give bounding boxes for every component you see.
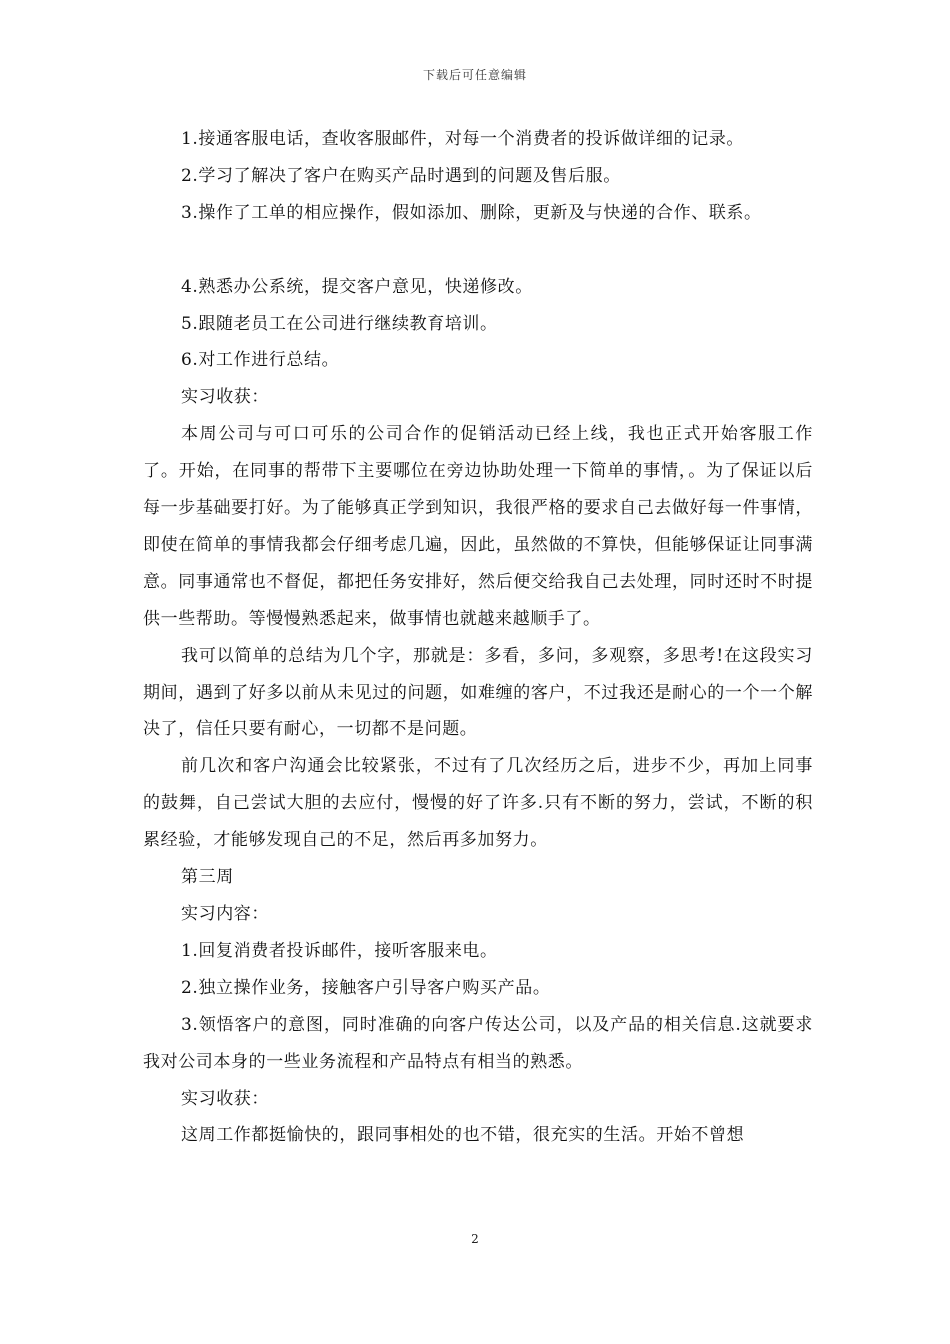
week3-item-1: 1.回复消费者投诉邮件，接听客服来电。 bbox=[181, 940, 498, 961]
list-item-5: 5.跟随老员工在公司进行继续教育培训。 bbox=[181, 313, 498, 334]
document-body bbox=[143, 121, 813, 1154]
week-heading: 第三周 bbox=[181, 867, 234, 888]
section-heading-gains: 实习收获： bbox=[181, 387, 269, 408]
page-number: 2 bbox=[471, 1232, 479, 1246]
list-item-2: 2.学习了解决了客户在购买产品时遇到的问题及售后服。 bbox=[181, 165, 621, 186]
paragraph-gains-1: 本周公司与可口可乐的公司合作的促销活动已经上线，我也正式开始客服工作了。开始，在同事的帮带下主要哪位在旁边协助处理一下简单的事情，。为了保证以后每一步基础要打好。为了能够真正学到知识，我很严格的要求自己去做好每一件事情，即使在简单的事情我都会仔细考虑几遍，因此，虽然做的不算快，但能够保证让同事满意。同事通常也不督促，都把任务安排好，然后便交给我自己去处理，同时还时不时提供一些帮助。等慢慢熟悉起来，做事情也就越来越顺手了。 bbox=[143, 424, 813, 629]
list-item-4: 4.熟悉办公系统，提交客户意见，快递修改。 bbox=[181, 276, 533, 297]
section-heading-gains-2: 实习收获： bbox=[181, 1088, 269, 1109]
week3-item-2: 2.独立操作业务，接触客户引导客户购买产品。 bbox=[181, 977, 551, 998]
section-heading-content: 实习内容： bbox=[181, 904, 269, 925]
paragraph-gains-3: 前几次和客户沟通会比较紧张，不过有了几次经历之后，进步不少，再加上同事的鼓舞，自己尝试大胆的去应付，慢慢的好了许多.只有不断的努力，尝试，不断的积累经验，才能够发现自己的不足，然后再多加努力。 bbox=[143, 756, 813, 851]
list-item-6: 6.对工作进行总结。 bbox=[181, 350, 340, 371]
list-item-3: 3.操作了工单的相应操作，假如添加、删除，更新及与快递的合作、联系。 bbox=[181, 202, 762, 223]
paragraph-gains-4: 这周工作都挺愉快的，跟同事相处的也不错，很充实的生活。开始不曾想 bbox=[181, 1125, 745, 1146]
paragraph-gains-2: 我可以简单的总结为几个字，那就是：多看，多问，多观察，多思考!在这段实习期间，遇到了好多以前从未见过的问题，如难缠的客户，不过我还是耐心的一个一个解决了，信任只要有耐心，一切都不是问题。 bbox=[143, 645, 813, 740]
page-header: 下载后可任意编辑 bbox=[422, 68, 527, 82]
list-item-1: 1.接通客服电话，查收客服邮件，对每一个消费者的投诉做详细的记录。 bbox=[181, 129, 745, 149]
week3-item-3: 3.领悟客户的意图，同时准确的向客户传达公司，以及产品的相关信息.这就要求我对公司本身的一些业务流程和产品特点有相当的熟悉。 bbox=[143, 1014, 813, 1072]
